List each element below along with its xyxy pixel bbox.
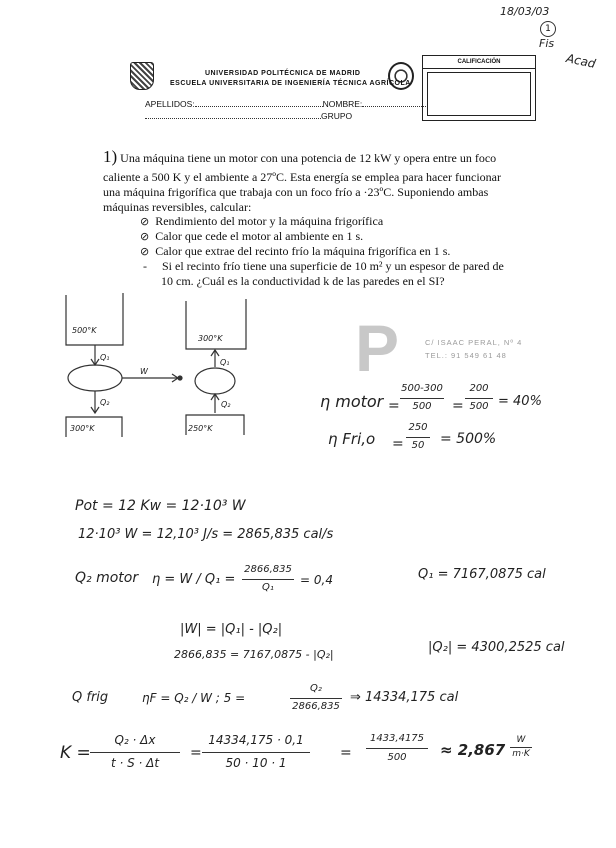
q2-label-right: Q₂ bbox=[221, 400, 231, 409]
problem-line-1: 1) Una máquina tiene un motor con una potencia de 12 kW y opera entre un foco bbox=[103, 147, 497, 166]
q-frig-label: Q frig bbox=[72, 690, 109, 705]
k-frac2-num: 14334,175 · 0,1 bbox=[208, 733, 304, 747]
cold-temp-right: 250°K bbox=[188, 424, 213, 433]
q1-result: Q₁ = 7167,0875 cal bbox=[418, 567, 546, 582]
q1-label-right: Q₁ bbox=[220, 358, 230, 367]
k-frac2-den: 50 · 10 · 1 bbox=[225, 756, 287, 770]
apellidos-field[interactable] bbox=[145, 98, 426, 109]
hot-temp-left: 500°K bbox=[72, 326, 97, 335]
energy-balance-values: 2866,835 = 7167,0875 - |Q₂| bbox=[174, 648, 334, 661]
k-frac1-num: Q₂ · Δx bbox=[114, 733, 156, 747]
calificacion-box bbox=[422, 55, 536, 121]
q1-label-left: Q₁ bbox=[100, 353, 110, 362]
q2-frig-result: ⇒ 14334,175 cal bbox=[350, 690, 459, 705]
nf-frac-num: Q₂ bbox=[310, 683, 322, 694]
eta-frac-result: = 0,4 bbox=[300, 573, 333, 587]
eta-motor-den: 500 bbox=[412, 401, 432, 412]
question-bullet-4-cont: 10 cm. ¿Cuál es la conductividad k de las paredes en el SI? bbox=[161, 274, 445, 288]
hot-reservoir-left bbox=[66, 293, 123, 345]
circled-number: 1 bbox=[540, 21, 556, 37]
question-bullet-4: - Si el recinto frío tiene una superficie de 10 m² y un espesor de pared de bbox=[143, 259, 504, 273]
question-bullet-2: ⊘ Calor que cede el motor al ambiente en 1 s. bbox=[140, 229, 364, 243]
k-frac3-den: 500 bbox=[387, 752, 407, 763]
work-label: W bbox=[140, 367, 148, 376]
q2-label-left: Q₂ bbox=[100, 398, 110, 407]
hot-temp-right: 300°K bbox=[198, 334, 223, 343]
problem-line-2: caliente a 500 K y el ambiente a 27ºC. Esta energía se emplea para hacer funcionar bbox=[103, 170, 501, 184]
eta-frig-den: 50 bbox=[411, 440, 425, 451]
grupo-label: GRUPO bbox=[321, 111, 353, 121]
eta-motor-label: η motor bbox=[320, 392, 384, 411]
problem-number: 1) bbox=[103, 147, 118, 166]
stamp-line-2: TEL.: 91 549 61 48 bbox=[425, 351, 507, 360]
engine-circle-left bbox=[68, 365, 122, 391]
problem-line-3: una máquina frigorífica que trabaja con un foco frío a ·23ºC. Suponiendo ambas bbox=[103, 185, 489, 199]
heat-engine-diagram bbox=[0, 285, 300, 465]
stamp-line-1: C/ ISAAC PERAL, Nº 4 bbox=[425, 338, 523, 347]
q2-motor-label: Q₂ motor bbox=[75, 570, 139, 586]
eta-frig-num: 250 bbox=[408, 422, 428, 433]
nf-frac-den: 2866,835 bbox=[292, 701, 340, 712]
eta-frig-label: η Fri,o bbox=[328, 430, 376, 448]
eta-motor-num2: 200 bbox=[469, 383, 489, 394]
k-unit-den: m·K bbox=[512, 749, 530, 759]
eta-motor-result: = 40% bbox=[498, 394, 542, 409]
copyshop-stamp-icon: P bbox=[355, 311, 398, 385]
calificacion-label: CALIFICACIÓN bbox=[457, 59, 501, 65]
k-lhs: K = bbox=[60, 743, 91, 763]
question-bullet-1: ⊘ Rendimiento del motor y la máquina frigorífica bbox=[140, 214, 384, 228]
engine-circle-right bbox=[195, 368, 235, 394]
acad-annotation: Acad bbox=[564, 51, 597, 71]
eta-frac-den: Q₁ bbox=[262, 582, 274, 593]
eta-frig-result: = 500% bbox=[440, 431, 497, 447]
eta-frac-num: 2866,835 bbox=[244, 564, 292, 575]
nombre-label: NOMBRE: bbox=[322, 99, 363, 109]
date-annotation: 18/03/03 bbox=[500, 5, 550, 18]
k-frac1-den: t · S · Δt bbox=[110, 756, 160, 770]
fis-annotation: Fis bbox=[539, 37, 555, 50]
university-name: UNIVERSIDAD POLITÉCNICA DE MADRID bbox=[205, 70, 361, 77]
school-name: ESCUELA UNIVERSITARIA DE INGENIERÍA TÉCNICA AGRÍCOLA bbox=[170, 80, 411, 87]
cold-temp-left: 300°K bbox=[70, 424, 95, 433]
energy-balance: |W| = |Q₁| - |Q₂| bbox=[180, 622, 283, 637]
university-crest-icon bbox=[130, 62, 154, 90]
problem-line-4: máquinas reversibles, calcular: bbox=[103, 200, 252, 214]
power-line: Pot = 12 Kw = 12·10³ W bbox=[75, 498, 246, 514]
k-result: ≈ 2,867 bbox=[440, 741, 506, 759]
eta-motor-den2: 500 bbox=[469, 401, 489, 412]
eta-equation: η = W / Q₁ = bbox=[152, 572, 236, 587]
eta-motor-num: 500-300 bbox=[401, 383, 443, 394]
grupo-field[interactable] bbox=[145, 110, 352, 121]
k-unit-num: W bbox=[516, 735, 526, 745]
power-conversion: 12·10³ W = 12,10³ J/s = 2865,835 cal/s bbox=[78, 527, 334, 542]
apellidos-label: APELLIDOS: bbox=[145, 99, 195, 109]
question-bullet-3: ⊘ Calor que extrae del recinto frío la máquina frigorífica en 1 s. bbox=[140, 244, 451, 258]
k-frac3-num: 1433,4175 bbox=[369, 733, 425, 744]
nf-equation: ηF = Q₂ / W ; 5 = bbox=[142, 691, 246, 705]
q2-result: |Q₂| = 4300,2525 cal bbox=[428, 640, 565, 655]
